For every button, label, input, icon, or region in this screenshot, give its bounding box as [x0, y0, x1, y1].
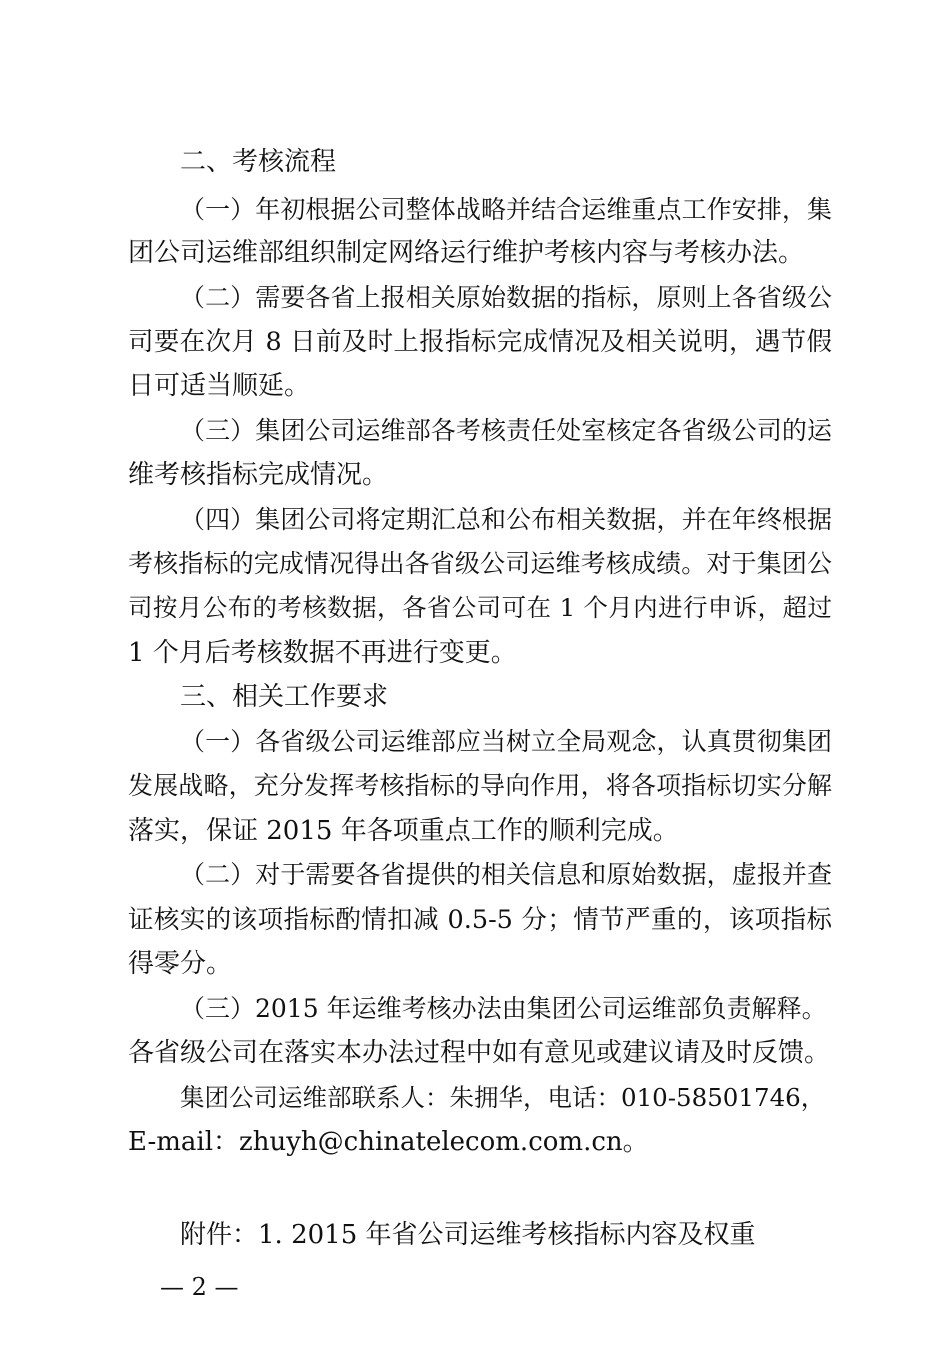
paragraph-line: 1 个月后考核数据不再进行变更。: [128, 638, 517, 668]
section-heading-related-requirements: 三、相关工作要求: [180, 682, 389, 712]
paragraph-line: 维考核指标完成情况。: [128, 460, 389, 490]
attachment-line: 附件：1. 2015 年省公司运维考核指标内容及权重: [180, 1220, 756, 1250]
paragraph-line: 各省级公司在落实本办法过程中如有意见或建议请及时反馈。: [128, 1038, 831, 1068]
paragraph-line: （二）对于需要各省提供的相关信息和原始数据，虚报并查: [180, 860, 832, 889]
paragraph-line: 发展战略，充分发挥考核指标的导向作用，将各项指标切实分解: [128, 771, 832, 800]
paragraph-line: 司按月公布的考核数据，各省公司可在 1 个月内进行申诉，超过: [128, 593, 832, 622]
section-heading-assessment-process: 二、考核流程: [180, 147, 337, 177]
paragraph-line: （三）集团公司运维部各考核责任处室核定各省级公司的运: [180, 416, 832, 445]
paragraph-line: 日可适当顺延。: [128, 371, 311, 401]
paragraph-line: 司要在次月 8 日前及时上报指标完成情况及相关说明，遇节假: [128, 327, 832, 357]
paragraph-line: 考核指标的完成情况得出各省级公司运维考核成绩。对于集团公: [128, 549, 832, 578]
email-line: E-mail：zhuyh@chinatelecom.com.cn。: [128, 1127, 649, 1157]
paragraph-line: 得零分。: [128, 949, 233, 979]
paragraph-line: （一）各省级公司运维部应当树立全局观念，认真贯彻集团: [180, 727, 832, 756]
contact-line: 集团公司运维部联系人：朱拥华，电话：010-58501746，: [180, 1083, 826, 1112]
page-number: — 2 —: [160, 1273, 239, 1301]
paragraph-line: （三）2015 年运维考核办法由集团公司运维部负责解释。: [180, 994, 827, 1023]
paragraph-line: 证核实的该项指标酌情扣减 0.5-5 分；情节严重的，该项指标: [128, 905, 832, 935]
paragraph-line: 团公司运维部组织制定网络运行维护考核内容与考核办法。: [128, 238, 805, 268]
paragraph-line: （二）需要各省上报相关原始数据的指标，原则上各省级公: [180, 283, 832, 312]
paragraph-line: （四）集团公司将定期汇总和公布相关数据，并在年终根据: [180, 505, 832, 534]
paragraph-line: 落实，保证 2015 年各项重点工作的顺利完成。: [128, 816, 679, 846]
paragraph-line: （一）年初根据公司整体战略并结合运维重点工作安排，集: [180, 195, 832, 224]
